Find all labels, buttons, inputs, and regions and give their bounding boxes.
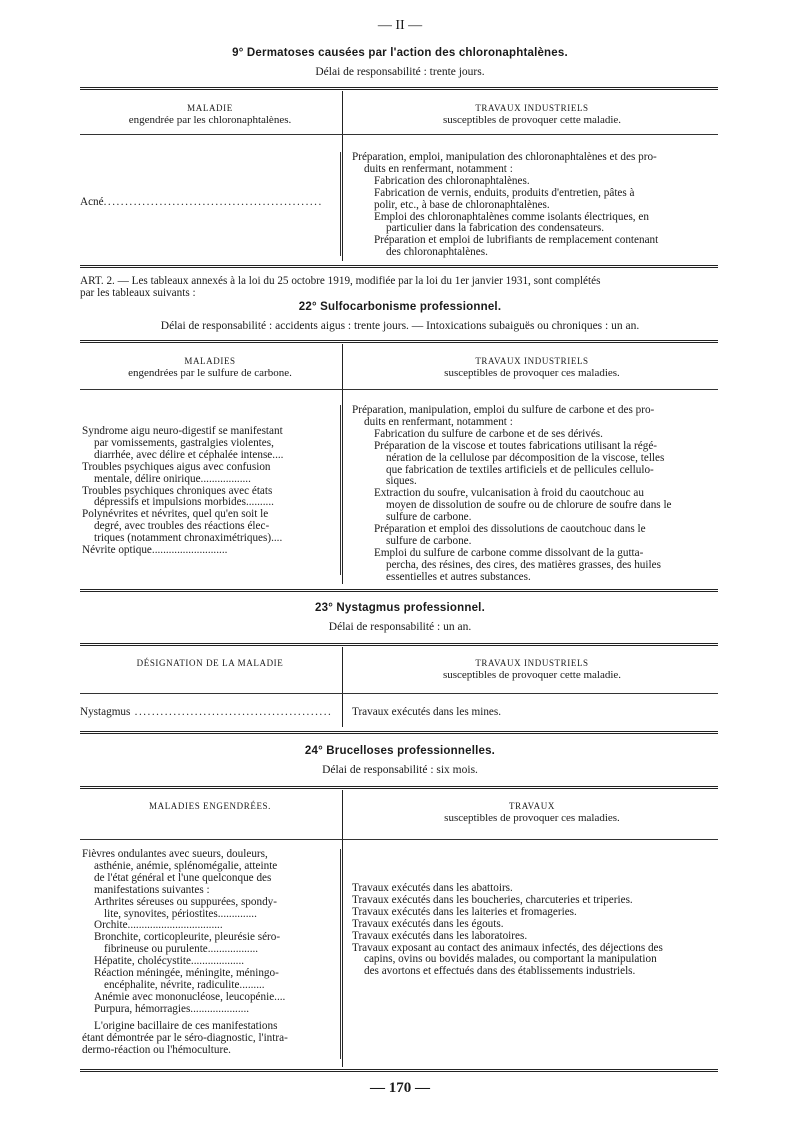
- page-roman-number: — II —: [377, 18, 423, 33]
- section-22-right-header: [346, 355, 718, 379]
- section-24-disease-line: Orchite..................................: [94, 920, 223, 932]
- section-24-disease-line: encéphalite, névrite, radiculite.........: [104, 979, 265, 991]
- section-22-right-header-line2: susceptibles de provoquer ces maladies.: [444, 367, 620, 379]
- section-23-header-rule: [80, 693, 718, 694]
- section-22-left-header-line2: engendrées par le sulfure de carbone.: [128, 367, 292, 379]
- section-22-disease-line: Syndrome aigu neuro-digestif se manifestant: [82, 426, 283, 437]
- section-9-bottom-rule: [80, 265, 718, 268]
- section-24-disease-line: Réaction méningée, méningite, méningo-: [94, 968, 279, 980]
- section-9-title: 9° Dermatoses causées par l'action des chloronaphtalènes.: [232, 47, 568, 59]
- section-24-left-header: [80, 800, 340, 812]
- section-9-works-list: [352, 152, 718, 259]
- section-22-diseases-list: [82, 426, 336, 557]
- section-22-work-line: Fabrication du sulfure de carbone et de ses dérivés.: [374, 428, 603, 440]
- page-number: — 170 —: [370, 1080, 430, 1096]
- section-22-work-line: nération de la cellulose par décomposition de la viscose, telles: [386, 452, 665, 464]
- section-22-work-line: Préparation de la viscose et toutes fabrications utilisant la régé-: [374, 440, 658, 452]
- section-24-disease-line: Hépatite, cholécystite...................: [94, 956, 245, 968]
- section-24-left-header-line1: MALADIES ENGENDRÉES.: [149, 801, 271, 811]
- section-24-top-rule: [80, 786, 718, 789]
- section-23-bottom-rule: [80, 731, 718, 734]
- section-24-column-divider: [342, 790, 343, 1067]
- section-23-work-mines: Travaux exécutés dans les mines.: [352, 707, 502, 718]
- section-24-work-line: des avortons et effectués dans des établissements industriels.: [364, 966, 636, 978]
- section-22-disease-line: diarrhée, avec délire et céphalée intense....: [94, 449, 284, 461]
- section-22-disease-line: Névrite optique...........................: [82, 545, 228, 557]
- section-24-note-line: étant démontrée par le séro-diagnostic, l'intra-: [82, 1032, 288, 1044]
- section-22-work-line: que fabrication de textiles artificiels et de pellicules cellulo-: [386, 464, 654, 476]
- section-24-right-header-line2: susceptibles de provoquer ces maladies.: [444, 812, 620, 824]
- section-22-work-line: sulfure de carbone.: [386, 512, 472, 524]
- section-23-disease-nystagmus: Nystagmus ..............................................: [80, 707, 333, 718]
- section-24-origin-note: [82, 1021, 336, 1057]
- section-23-left-header-line1: DÉSIGNATION DE LA MALADIE: [136, 658, 284, 668]
- article-2-line2: par les tableaux suivants :: [80, 287, 196, 299]
- section-23-top-rule: [80, 643, 718, 646]
- section-9-brace: [340, 152, 341, 256]
- section-24-delay: Délai de responsabilité : six mois.: [322, 764, 478, 776]
- section-24-work-line: capins, ovins ou bovidés malades, ou comportant la manipulation: [364, 954, 657, 966]
- section-22-work-line: Extraction du soufre, vulcanisation à froid du caoutchouc au: [374, 488, 644, 500]
- section-22-disease-line: mentale, délire onirique..................: [94, 473, 251, 485]
- section-9-disease-acne: Acné...................................................: [80, 197, 323, 208]
- section-9-work-line: Préparation, emploi, manipulation des chloronaphtalènes et des pro-: [352, 152, 657, 163]
- section-24-disease-line: fibrineuse ou purulente..................: [104, 944, 259, 956]
- section-9-delay: Délai de responsabilité : trente jours.: [315, 66, 485, 78]
- section-24-disease-line: Arthrites séreuses ou suppurées, spondy-: [94, 896, 278, 908]
- section-9-right-header: [346, 102, 718, 126]
- section-9-left-header-line2: engendrée par les chloronaphtalènes.: [128, 114, 292, 126]
- section-22-left-header-line1: MALADIES: [184, 356, 236, 366]
- section-22-disease-line: Troubles psychiques aigus avec confusion: [82, 461, 271, 473]
- section-24-right-header-line1: TRAVAUX: [509, 801, 555, 811]
- section-23-right-header-line1: TRAVAUX INDUSTRIELS: [475, 658, 589, 668]
- section-22-disease-line: degré, avec troubles des réactions élec-: [94, 521, 270, 533]
- section-24-brace: [340, 849, 341, 1059]
- section-22-work-line: moyen de dissolution de soufre ou de chlorure de soufre dans le: [386, 500, 672, 512]
- section-22-top-rule: [80, 340, 718, 343]
- section-22-header-rule: [80, 389, 718, 390]
- section-24-bottom-rule: [80, 1069, 718, 1072]
- section-22-work-line: siques.: [386, 476, 417, 488]
- section-23-column-divider: [342, 647, 343, 727]
- section-24-work-line: Travaux exécutés dans les abattoirs.: [352, 883, 513, 894]
- section-22-brace: [340, 405, 341, 575]
- section-24-work-line: Travaux exposant au contact des animaux infectés, des déjections des: [352, 942, 663, 954]
- section-22-left-header: [80, 355, 340, 379]
- section-22-work-line: sulfure de carbone.: [386, 535, 472, 547]
- section-24-disease-line: Fièvres ondulantes avec sueurs, douleurs,: [82, 849, 268, 860]
- section-9-right-header-line2: susceptibles de provoquer cette maladie.: [442, 114, 622, 126]
- section-24-disease-line: lite, synovites, périostites..............: [104, 908, 257, 920]
- section-9-top-rule: [80, 87, 718, 90]
- section-22-title: 22° Sulfocarbonisme professionnel.: [298, 301, 502, 313]
- section-24-header-rule: [80, 839, 718, 840]
- section-9-work-line: des chloronaphtalènes.: [386, 247, 488, 259]
- section-24-note-line: dermo-réaction ou l'hémoculture.: [82, 1044, 231, 1056]
- section-24-title: 24° Brucelloses professionnelles.: [304, 745, 496, 757]
- section-24-disease-line: Anémie avec mononucléose, leucopénie....: [94, 991, 286, 1003]
- section-23-right-header: [346, 657, 718, 681]
- section-9-left-header: [80, 102, 340, 126]
- section-24-work-line: Travaux exécutés dans les laboratoires.: [352, 930, 528, 942]
- section-9-work-line: Fabrication de vernis, enduits, produits d'entretien, pâtes à: [374, 187, 635, 199]
- section-9-left-header-line1: MALADIE: [187, 103, 233, 113]
- article-2-paragraph: [80, 275, 720, 299]
- section-24-disease-line: Bronchite, corticopleurite, pleurésie séro-: [94, 932, 281, 944]
- section-24-disease-line: asthénie, anémie, splénomégalie, atteinte: [94, 860, 278, 872]
- section-22-disease-line: dépressifs et impulsions morbides..........: [94, 497, 274, 509]
- section-23-delay: Délai de responsabilité : un an.: [328, 621, 472, 633]
- section-22-disease-line: triques (notamment chronaximétriques)....: [94, 533, 283, 545]
- section-24-note-line: L'origine bacillaire de ces manifestations: [94, 1021, 278, 1032]
- section-24-work-line: Travaux exécutés dans les laiteries et fromageries.: [352, 906, 577, 918]
- section-22-disease-line: par vomissements, gastralgies violentes,: [94, 437, 274, 449]
- section-24-disease-line: manifestations suivantes :: [94, 884, 210, 896]
- section-9-work-line: duits en renfermant, notamment :: [364, 163, 513, 175]
- section-22-work-line: percha, des résines, des cires, des matières grasses, des huiles: [386, 559, 661, 571]
- section-9-work-line: Emploi des chloronaphtalènes comme isolants électriques, en: [374, 211, 649, 223]
- section-23-right-header-line2: susceptibles de provoquer cette maladie.: [442, 669, 622, 681]
- section-24-right-header: [346, 800, 718, 824]
- section-9-work-line: Fabrication des chloronaphtalènes.: [374, 175, 530, 187]
- section-22-column-divider: [342, 344, 343, 584]
- section-9-work-line: particulier dans la fabrication des condensateurs.: [386, 223, 605, 235]
- section-9-header-rule: [80, 134, 718, 135]
- section-22-disease-line: Troubles psychiques chroniques avec états: [82, 485, 273, 497]
- section-9-right-header-line1: TRAVAUX INDUSTRIELS: [475, 103, 589, 113]
- section-24-work-line: Travaux exécutés dans les égouts.: [352, 918, 504, 930]
- section-9-column-divider: [342, 91, 343, 261]
- section-22-bottom-rule: [80, 589, 718, 592]
- section-9-work-line: polir, etc., à base de chloronaphtalènes.: [374, 199, 550, 211]
- section-24-disease-line: de l'état général et l'une quelconque des: [94, 872, 272, 884]
- section-22-work-line: Préparation et emploi des dissolutions de caoutchouc dans le: [374, 524, 646, 536]
- article-2-line1: ART. 2. — Les tableaux annexés à la loi du 25 octobre 1919, modifiée par la loi du 1er janvier 1931, sont complétés: [80, 275, 601, 287]
- section-22-works-list: [352, 405, 718, 584]
- section-24-diseases-list: [82, 849, 336, 1016]
- section-22-disease-line: Polynévrites et névrites, quel qu'en soit le: [82, 509, 269, 521]
- section-23-title: 23° Nystagmus professionnel.: [315, 602, 485, 614]
- section-24-works-list: [352, 883, 718, 978]
- section-23-left-header: [80, 657, 340, 669]
- section-22-work-line: Emploi du sulfure de carbone comme dissolvant de la gutta-: [374, 547, 644, 559]
- section-24-work-line: Travaux exécutés dans les boucheries, charcuteries et triperies.: [352, 894, 633, 906]
- section-22-work-line: essentielles et autres substances.: [386, 571, 531, 583]
- section-22-right-header-line1: TRAVAUX INDUSTRIELS: [475, 356, 589, 366]
- section-24-disease-line: Purpura, hémorragies.....................: [94, 1003, 250, 1015]
- section-22-work-line: duits en renfermant, notamment :: [364, 416, 513, 428]
- section-9-work-line: Préparation et emploi de lubrifiants de remplacement contenant: [374, 235, 659, 247]
- section-22-work-line: Préparation, manipulation, emploi du sulfure de carbone et des pro-: [352, 405, 655, 416]
- section-22-delay: Délai de responsabilité : accidents aigus : trente jours. — Intoxications subaiguës ou chroniques : un an.: [160, 320, 640, 332]
